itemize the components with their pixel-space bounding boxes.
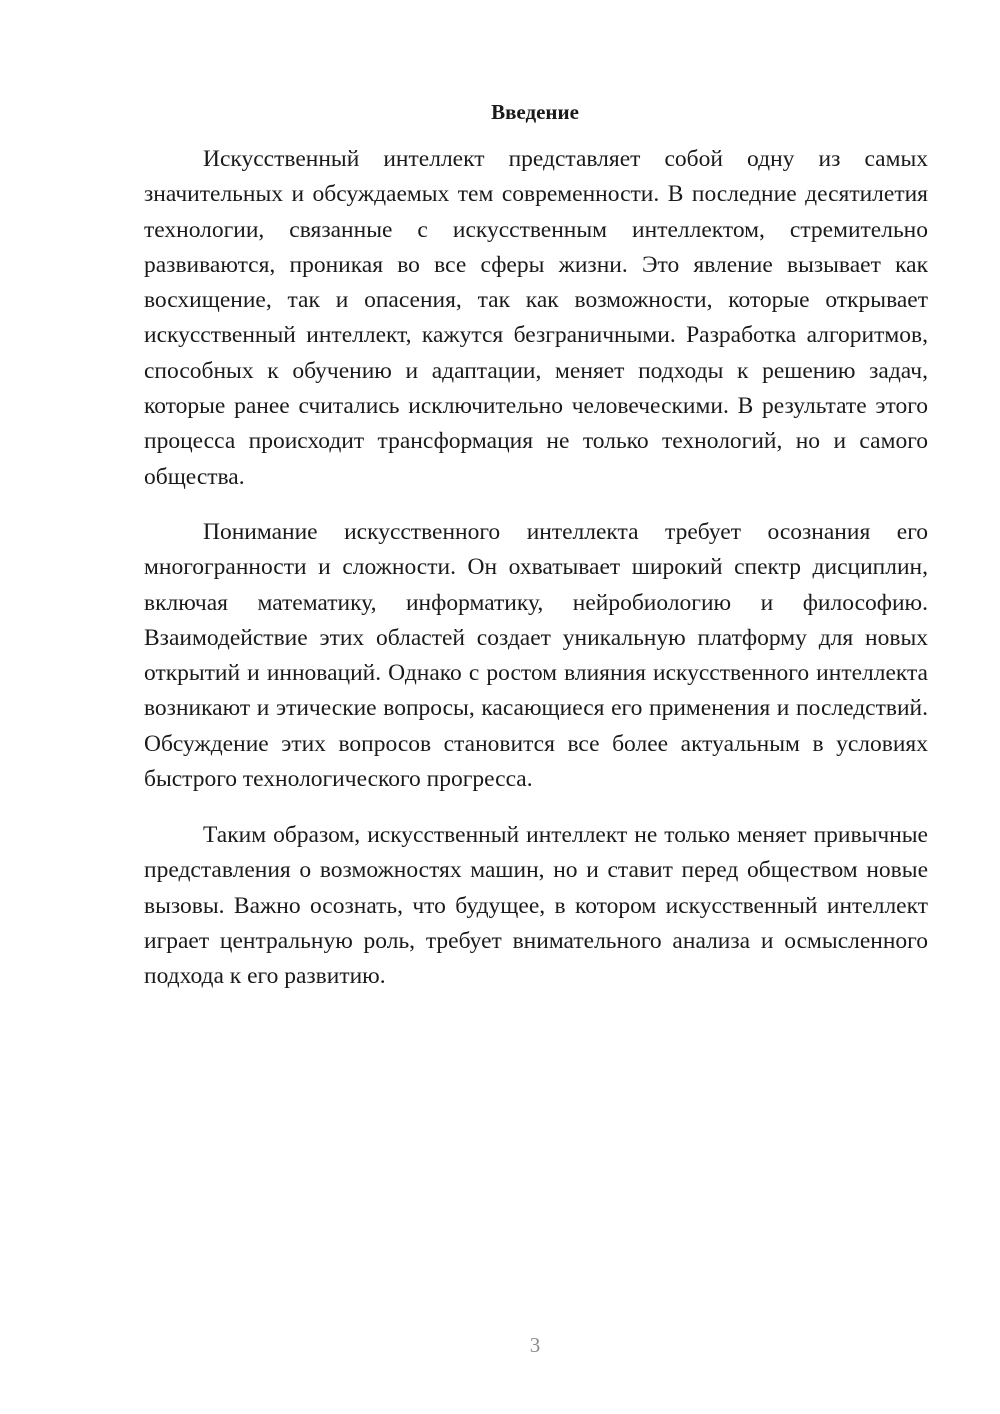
page-number: 3 [529,1333,541,1357]
paragraph-2: Понимание искусственного интеллекта требует осознания его многогранности и сложности. Он охватывает широкий спектр дисциплин, включая математику, информатику, нейробиологию и философию. Взаимодействие этих областей создает уникальную платформу для новых открытий и инноваций. Однако с ростом влияния искусственного интеллекта возникают и этические вопросы, касающиеся его применения и последствий. Обсуждение этих вопросов становится все более актуальным в условиях быстрого технологического прогресса. [144,519,928,793]
paragraph-1: Искусственный интеллект представляет собой одну из самых значительных и обсуждаемых тем современности. В последние десятилетия технологии, связанные с искусственным интеллектом, стремительно развиваются, проникая во все сферы жизни. Это явление вызывает как восхищение, так и опасения, так как возможности, которые открывает искусственный интеллект, кажутся безграничными. Разработка алгоритмов, способных к обучению и адаптации, меняет подходы к решению задач, которые ранее считались исключительно человеческими. В результате этого процесса происходит трансформация не только технологий, но и самого общества. [144,146,928,490]
section-heading: Введение [491,100,579,124]
paragraph-3: Таким образом, искусственный интеллект не только меняет привычные представления о возможностях машин, но и ставит перед обществом новые вызовы. Важно осознать, что будущее, в котором искусственный интеллект играет центральную роль, требует внимательного анализа и осмысленного подхода к его развитию. [144,822,928,990]
